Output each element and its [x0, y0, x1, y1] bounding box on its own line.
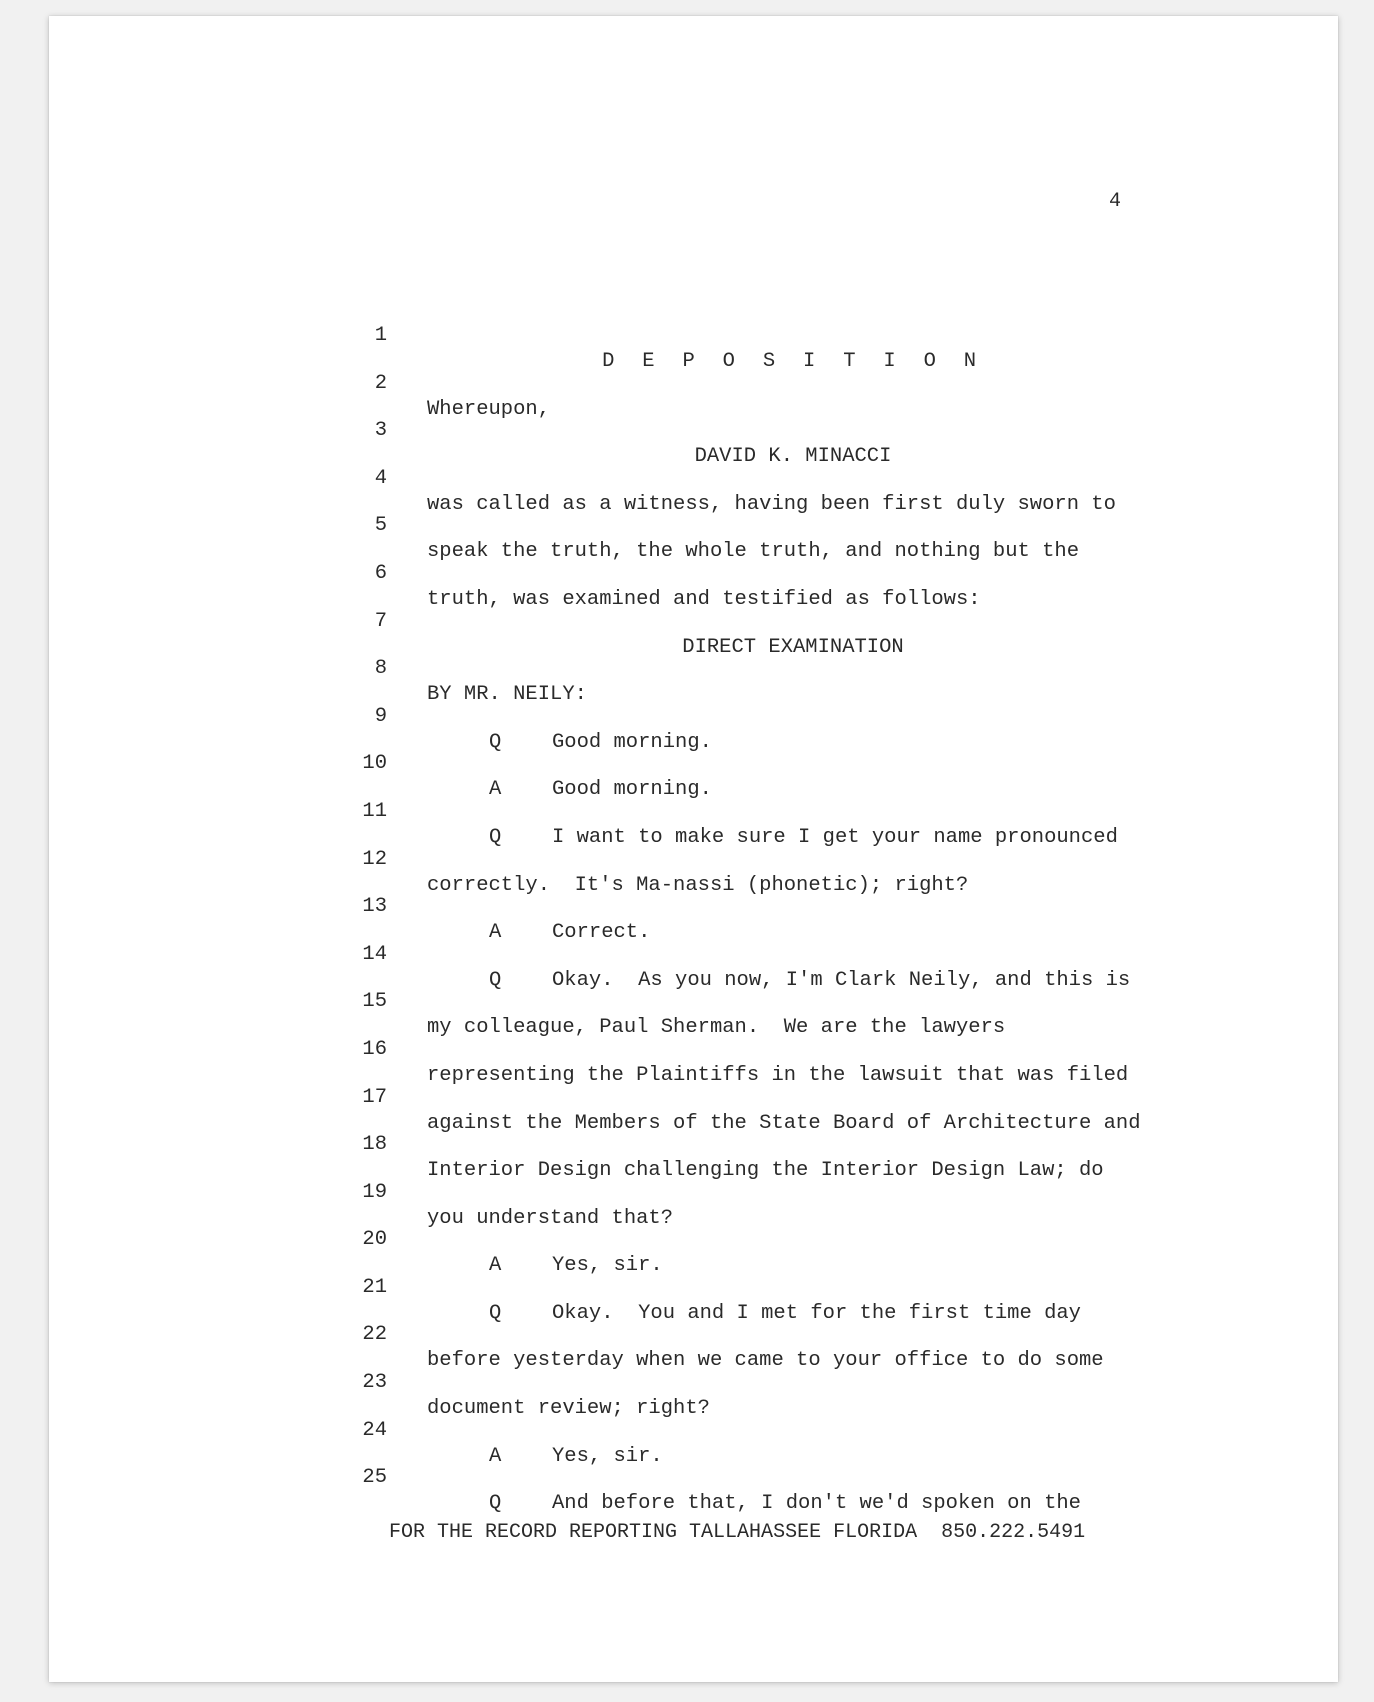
page-number: 4 — [1109, 190, 1122, 213]
transcript-line — [49, 916, 1338, 992]
line-text: my colleague, Paul Sherman. We are the lawyers — [427, 1016, 1006, 1040]
line-text: And before that, I don't we'd spoken on the — [552, 1492, 1081, 1516]
transcript-line — [49, 630, 1338, 707]
line-number: 6 — [374, 561, 387, 585]
transcript-lines — [49, 297, 1338, 1516]
transcript-line — [49, 297, 1338, 373]
line-text: against the Members of the State Board of Architecture and — [427, 1111, 1141, 1135]
transcript-line — [49, 821, 1338, 897]
reporter-footer: FOR THE RECORD REPORTING TALLAHASSEE FLORIDA 850.222.5491 — [389, 1521, 1086, 1544]
line-text: before yesterday when we came to your office to do some — [427, 1349, 1104, 1373]
line-text: Interior Design challenging the Interior Design Law; do — [427, 1159, 1104, 1183]
line-number: 18 — [362, 1133, 387, 1157]
transcript-line — [49, 1296, 1338, 1373]
line-number: 22 — [362, 1323, 387, 1347]
transcript-line — [49, 1439, 1338, 1516]
line-text: Whereupon, — [427, 397, 551, 421]
line-number: 7 — [374, 609, 387, 633]
answer-mark-label: A — [489, 921, 502, 945]
line-number: 4 — [374, 466, 387, 490]
transcript-line — [49, 1249, 1338, 1325]
line-number: 3 — [374, 419, 387, 443]
transcript-line — [49, 1154, 1338, 1230]
transcript-line — [49, 1106, 1338, 1183]
line-text: Yes, sir. — [552, 1444, 663, 1468]
transcript-line — [49, 1011, 1338, 1087]
transcript-line — [49, 773, 1338, 849]
witness-name: DAVID K. MINACCI — [694, 445, 892, 469]
line-number: 10 — [362, 752, 387, 776]
deposition-heading: D E P O S I T I O N — [602, 350, 984, 373]
transcript-line — [49, 868, 1338, 945]
line-number: 21 — [362, 1275, 387, 1299]
line-text: Good morning. — [552, 730, 712, 754]
answer-mark-label: A — [489, 778, 502, 802]
line-number: 8 — [374, 657, 387, 681]
line-number: 25 — [362, 1466, 387, 1490]
transcript-line — [49, 678, 1338, 754]
transcript-line — [49, 583, 1338, 659]
transcript-line — [49, 1344, 1338, 1421]
answer-mark-label: A — [489, 1444, 502, 1468]
line-number: 13 — [362, 895, 387, 919]
transcript-line — [49, 440, 1338, 516]
transcript-line — [49, 535, 1338, 611]
line-text: you understand that? — [427, 1206, 674, 1230]
examiner-label: BY MR. NEILY: — [427, 683, 587, 707]
line-number: 15 — [362, 990, 387, 1014]
question-mark-label: Q — [489, 968, 502, 992]
transcript-line — [49, 1059, 1338, 1135]
line-number: 12 — [362, 847, 387, 871]
line-text: document review; right? — [427, 1397, 710, 1421]
transcript-line — [49, 392, 1338, 469]
question-mark-label: Q — [489, 1301, 502, 1325]
line-number: 2 — [374, 371, 387, 395]
line-text: Okay. As you now, I'm Clark Neily, and this is — [552, 968, 1131, 992]
line-number: 11 — [362, 799, 387, 823]
question-mark-label: Q — [489, 825, 502, 849]
line-number: 24 — [362, 1418, 387, 1442]
line-text: Okay. You and I met for the first time day — [552, 1301, 1081, 1325]
transcript-line — [49, 345, 1338, 421]
line-text: truth, was examined and testified as follows: — [427, 587, 981, 611]
transcript-line — [49, 1392, 1338, 1468]
line-number: 16 — [362, 1037, 387, 1061]
transcript-line — [49, 725, 1338, 802]
transcript-page — [49, 16, 1338, 1682]
line-text: Correct. — [552, 921, 651, 945]
line-number: 14 — [362, 942, 387, 966]
question-mark-label: Q — [489, 1492, 502, 1516]
answer-mark-label: A — [489, 1254, 502, 1278]
line-number: 5 — [374, 514, 387, 538]
line-text: was called as a witness, having been first duly sworn to — [427, 492, 1116, 516]
line-text: correctly. It's Ma-nassi (phonetic); right? — [427, 873, 969, 897]
line-text: Good morning. — [552, 778, 712, 802]
line-number: 23 — [362, 1371, 387, 1395]
line-number: 17 — [362, 1085, 387, 1109]
line-number: 20 — [362, 1228, 387, 1252]
transcript-line — [49, 1201, 1338, 1278]
line-number: 19 — [362, 1180, 387, 1204]
transcript-line — [49, 487, 1338, 564]
line-text: representing the Plaintiffs in the lawsuit that was filed — [427, 1063, 1129, 1087]
line-text: Yes, sir. — [552, 1254, 663, 1278]
line-text: I want to make sure I get your name pronounced — [552, 825, 1118, 849]
line-number: 1 — [374, 324, 387, 347]
line-number: 9 — [374, 704, 387, 728]
transcript-line — [49, 963, 1338, 1040]
section-heading: DIRECT EXAMINATION — [682, 635, 904, 659]
question-mark-label: Q — [489, 730, 502, 754]
line-text: speak the truth, the whole truth, and nothing but the — [427, 540, 1080, 564]
